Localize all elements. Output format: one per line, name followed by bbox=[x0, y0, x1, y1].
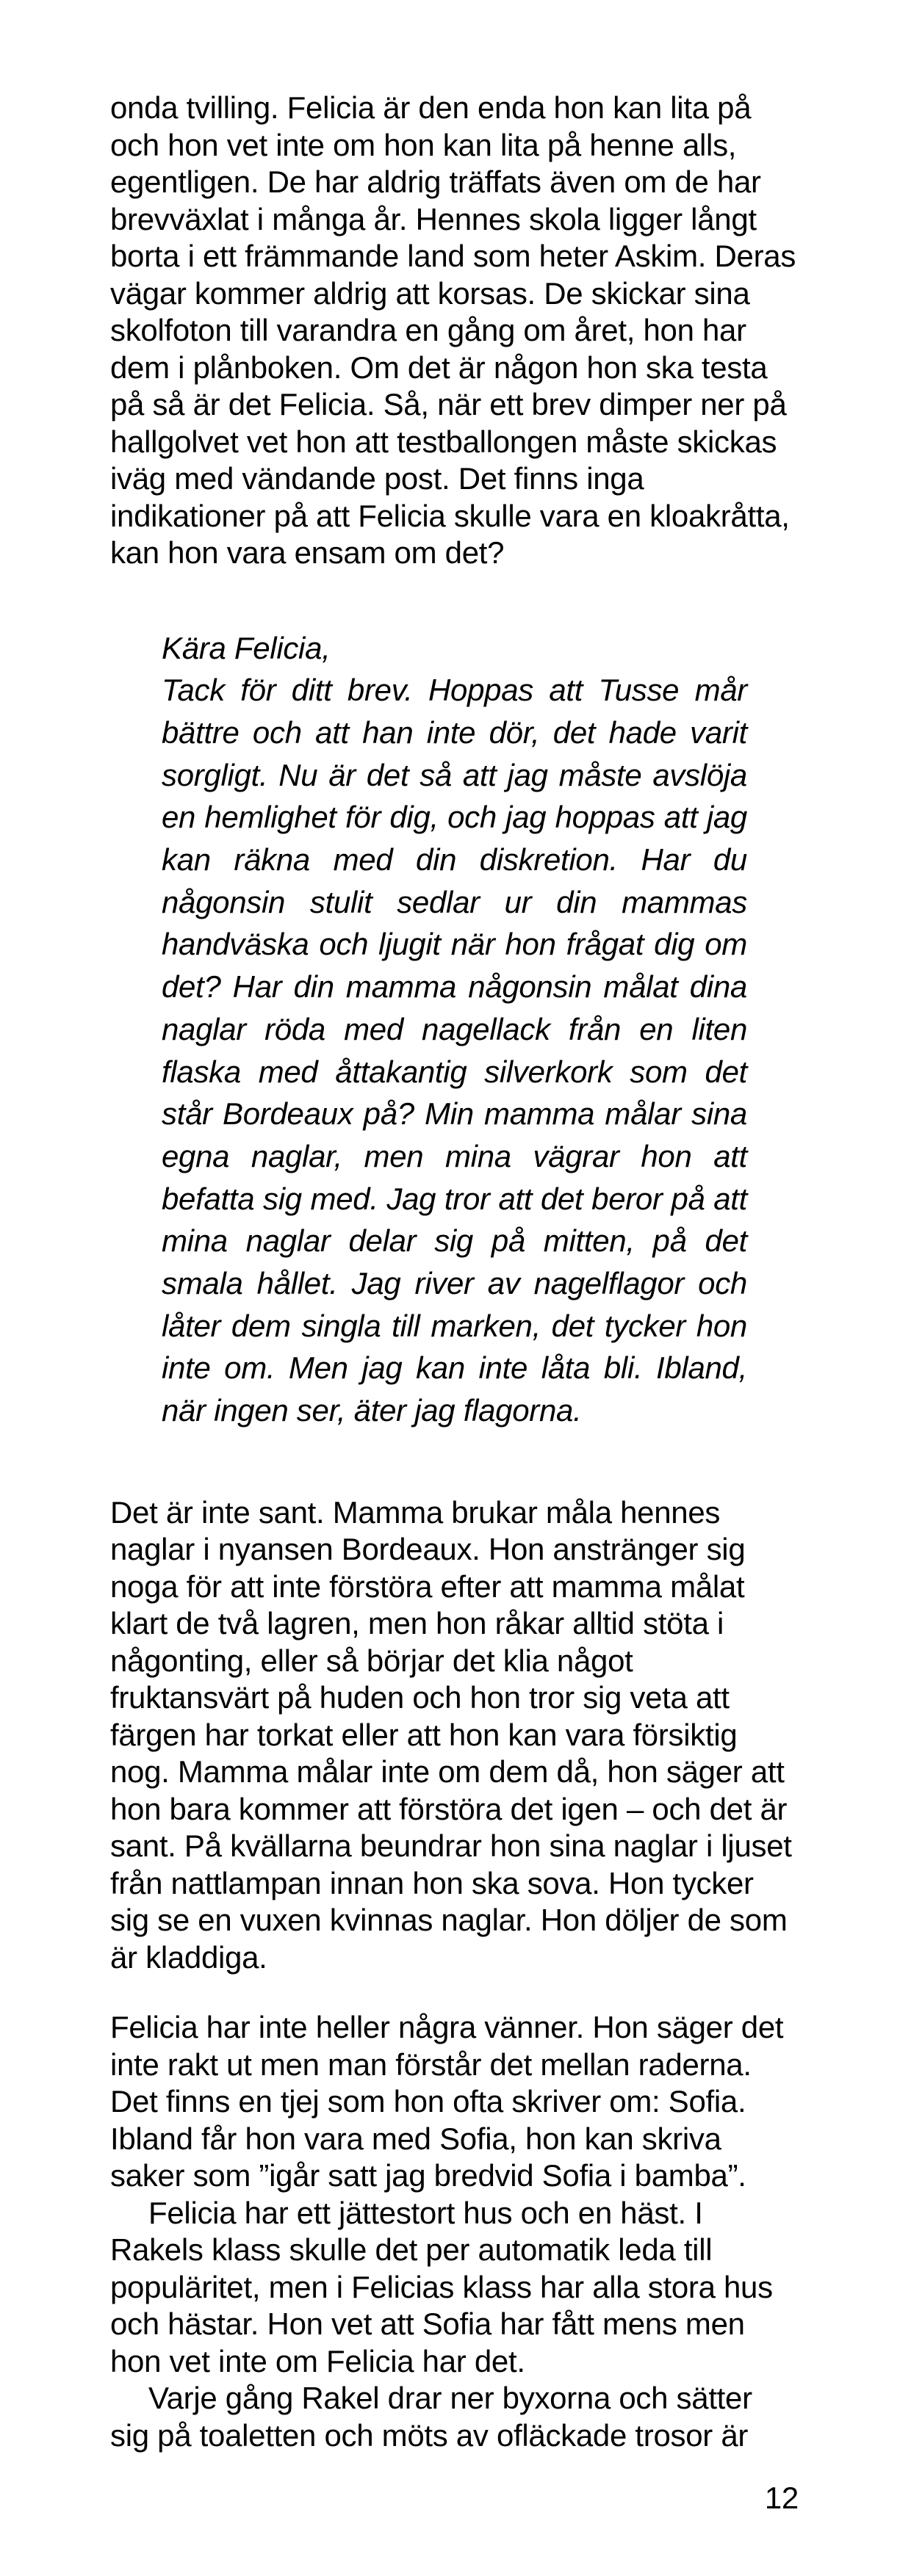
letter-body: Tack för ditt brev. Hoppas att Tusse mår bättre och att han inte dör, det hade varit sorgligt. Nu är det så att jag måste avslöja en hemlighet för dig, och jag hoppas att jag kan räkna med din diskretion. Har du någonsin stulit sedlar ur din mammas handväska och ljugit när hon frågat dig om det? Har din mamma någonsin målat dina naglar röda med nagellack från en liten flaska med åttakantig silverkork som det står Bordeaux på? Min mamma målar sina egna naglar, men mina vägrar hon att befatta sig med. Jag tror att det beror på att mina naglar delar sig på mitten, på det smala hållet. Jag river av nagelflagor och låter dem singla till marken, det tycker hon inte om. Men jag kan inte låta bli. Ibland, när ingen ser, äter jag flagorna. bbox=[162, 673, 747, 1428]
letter-salutation: Kära Felicia, bbox=[162, 630, 331, 665]
letter-block bbox=[162, 627, 747, 1432]
paragraph-big-house: Felicia har ett jättestort hus och en häst. I Rakels klass skulle det per automatik leda till populäritet, men i Felicias klass har alla stora hus och hästar. Hon vet att Sofia har fått mens men hon vet inte om Felicia har det. bbox=[110, 2195, 773, 2378]
paragraph-no-friends: Felicia har inte heller några vänner. Hon säger det inte rakt ut men man förstår det mellan raderna. Det finns en tjej som hon ofta skriver om: Sofia. Ibland får hon vara med Sofia, hon kan skriva saker som ”igår satt jag bredvid Sofia i bamba”. bbox=[110, 2010, 784, 2193]
page-number: 12 bbox=[764, 2481, 799, 2516]
paragraph-nail-polish: Det är inte sant. Mamma brukar måla hennes naglar i nyansen Bordeaux. Hon anstränger sig noga för att inte förstöra efter att mamma målat klart de två lagren, men hon råkar alltid stöta i någonting, eller så börjar det klia något fruktansvärt på huden och hon tror sig veta att färgen har torkat eller att hon kan vara försiktig nog. Mamma målar inte om dem då, hon säger att hon bara kommer att förstöra det igen – och det är sant. På kvällarna beundrar hon sina naglar i ljuset från nattlampan innan hon ska sova. Hon tycker sig se en vuxen kvinnas naglar. Hon döljer de som är kladdiga. bbox=[110, 1494, 792, 1975]
paragraph-opening: onda tvilling. Felicia är den enda hon kan lita på och hon vet inte om hon kan lita på henne alls, egentligen. De har aldrig träffats även om de har brevväxlat i många år. Hennes skola ligger långt borta i ett främmande land som heter Askim. Deras vägar kommer aldrig att korsas. De skickar sina skolfoton till varandra en gång om året, hon har dem i plånboken. Om det är någon hon ska testa på så är det Felicia. Så, när ett brev dimper ner på hallgolvet vet hon att testballongen måste skickas iväg med vändande post. Det finns inga indikationer på att Felicia skulle vara en kloakråtta, kan hon vara ensam om det? bbox=[110, 90, 796, 570]
paragraph-toilet: Varje gång Rakel drar ner byxorna och sätter sig på toaletten och möts av ofläckade trosor är bbox=[110, 2381, 752, 2453]
